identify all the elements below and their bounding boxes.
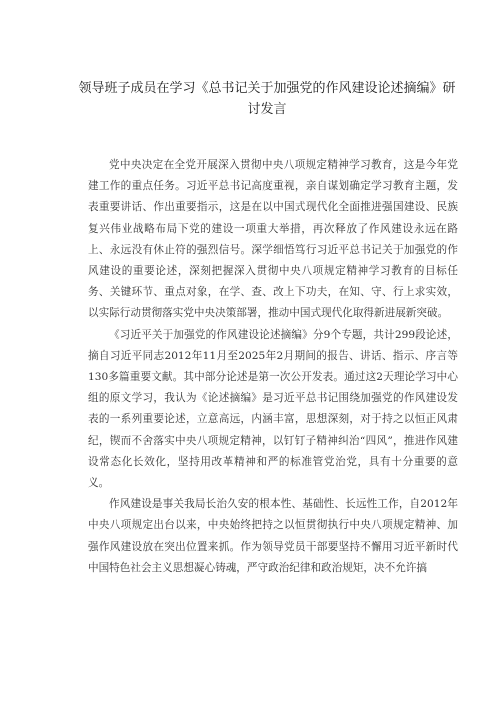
document-body bbox=[88, 155, 458, 579]
paragraph-3: 作风建设是事关我局长治久安的根本性、基础性、长远性工作，自2012年中央八项规定出台以来，中央始终把持之以恒贯彻执行中央八项规定精神、加强作风建设放在突出位置来抓。作为领导党员干部要坚持不懈用习近平新时代中国特色社会主义思想凝心铸魂，严守政治纪律和政治规矩，决不允许搞 bbox=[88, 498, 458, 574]
paragraph-2: 《习近平关于加强党的作风建设论述摘编》分9个专题，共计299段论述，摘自习近平同志2012年11月至2025年2月期间的报告、讲话、指示、序言等130多篇重要文献。其中部分论述是第一次公开发表。通过这2天理论学习中心组的原文学习，我认为《论述摘编》是习近平总书记围绕加强党的作风建设发表的一系列重要论述，立意高远，内涵丰富，思想深刻，对于持之以恒正风肃纪，锲而不舍落实中央八项规定精神，以钉钉子精神纠治“四风”，推进作风建设常态化长效化，坚持用改革精神和严的标准管党治党，具有十分重要的意义。 bbox=[88, 328, 458, 490]
paragraph-1: 党中央决定在全党开展深入贯彻中央八项规定精神学习教育，这是今年党建工作的重点任务。习近平总书记高度重视，亲自谋划确定学习教育主题，发表重要讲话、作出重要指示，这是在以中国式现代化全面推进强国建设、民族复兴伟业战略布局下党的建设一项重大举措，再次释放了作风建设永远在路上、永远没有休止符的强烈信号。深学细悟笃行习近平总书记关于加强党的作风建设的重要论述，深刻把握深入贯彻中央八项规定精神学习教育的目标任务、关键环节、重点对象，在学、查、改上下功夫，在知、守、行上求实效，以实际行动贯彻落实党中央决策部署，推动中国式现代化取得新进展新突破。 bbox=[88, 159, 458, 320]
document-title: 领导班子成员在学习《总书记关于加强党的作风建设论述摘编》研讨发言 bbox=[78, 81, 456, 117]
